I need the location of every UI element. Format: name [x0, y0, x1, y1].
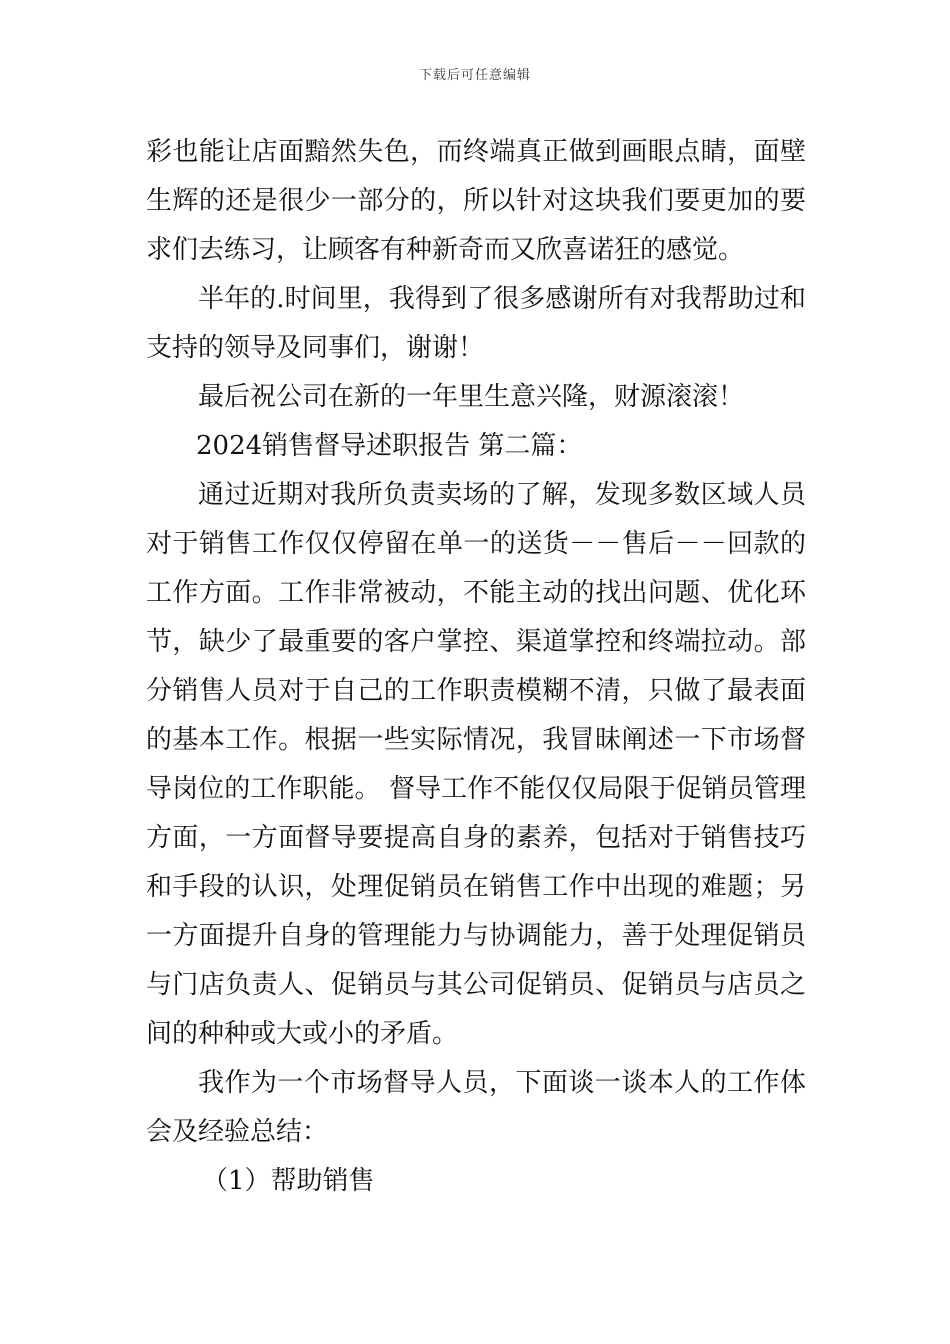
paragraph-experience-intro: 我作为一个市场督导人员，下面谈一谈本人的工作体会及经验总结：: [146, 1068, 806, 1147]
paragraph-closing-wish: 最后祝公司在新的一年里生意兴隆，财源滚滚！: [198, 382, 745, 412]
document-body: [146, 128, 806, 1206]
page-header: 下载后可任意编辑: [418, 68, 531, 83]
paragraph-thanks: 半年的.时间里，我得到了很多感谢所有对我帮助过和支持的领导及同事们，谢谢！: [146, 284, 806, 363]
paragraph-supervisor-duties: 通过近期对我所负责卖场的了解，发现多数区域人员对于销售工作仅仅停留在单一的送货－－售后－－回款的工作方面。工作非常被动，不能主动的找出问题、优化环节，缺少了最重要的客户掌控、渠道掌控和终端拉动。部分销售人员对于自己的工作职责模糊不清，只做了最表面的基本工作。根据一些实际情况，我冒昧阐述一下市场督导岗位的工作职能。 督导工作不能仅仅局限于促销员管理方面，一方面督导要提高自身的素养，包括对于销售技巧和手段的认识，处理促销员在销售工作中出现的难题；另一方面提升自身的管理能力与协调能力，善于处理促销员与门店负责人、促销员与其公司促销员、促销员与店员之间的种种或大或小的矛盾。: [146, 480, 806, 1049]
section-title: 2024销售督导述职报告 第二篇：: [196, 431, 583, 461]
list-item-help-sales: （1）帮助销售: [202, 1166, 375, 1196]
paragraph-continuation: 彩也能让店面黯然失色，而终端真正做到画眼点睛，面壁生辉的还是很少一部分的，所以针对这块我们要更加的要求们去练习，让顾客有种新奇而又欣喜诺狂的感觉。: [146, 137, 806, 265]
